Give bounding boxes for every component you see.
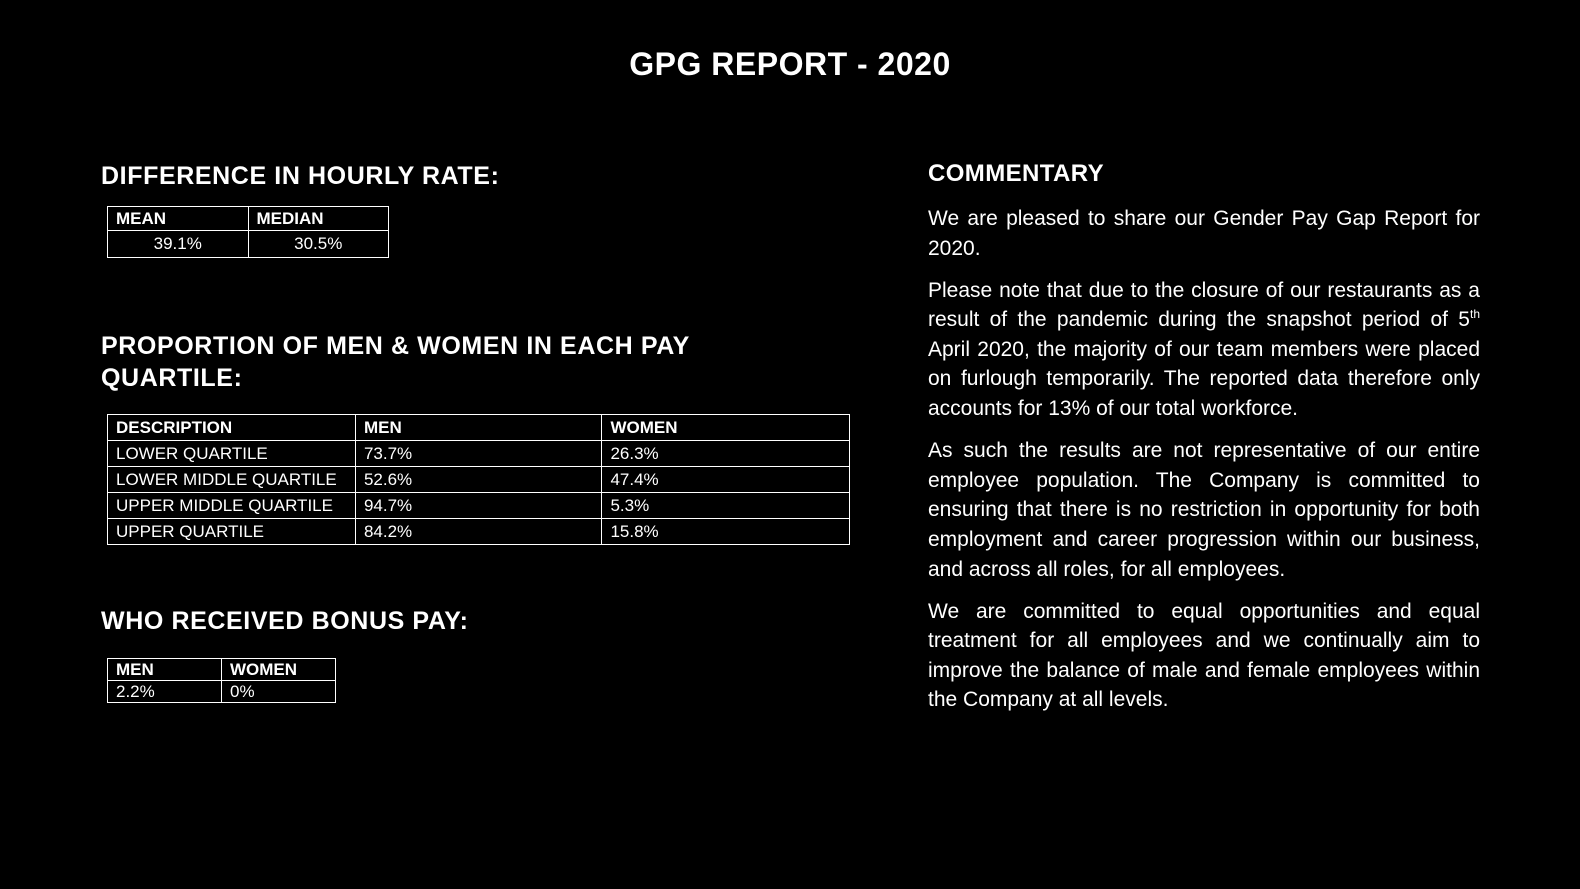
commentary-text: Please note that due to the closure of our restaurants as a result of the pandemic during the snapshot period of 5 <box>928 278 1480 332</box>
header-mean: MEAN <box>108 207 249 231</box>
table-row <box>108 493 850 519</box>
mean-value: 39.1% <box>108 231 249 258</box>
row-men: 94.7% <box>355 493 601 519</box>
header-women: WOMEN <box>602 415 850 441</box>
row-description: LOWER QUARTILE <box>108 441 356 467</box>
row-women: 5.3% <box>602 493 850 519</box>
header-median: MEDIAN <box>248 207 389 231</box>
row-women: 15.8% <box>602 519 850 545</box>
commentary-paragraph <box>928 276 1480 424</box>
ordinal-suffix: th <box>1469 307 1480 322</box>
table-row <box>108 441 850 467</box>
commentary-paragraph: We are committed to equal opportunities and equal treatment for all employees and we continually aim to improve the balance of male and female employees within the Company at all levels. <box>928 599 1480 712</box>
table-row <box>108 681 336 703</box>
hourly-rate-heading: DIFFERENCE IN HOURLY RATE: <box>101 162 500 190</box>
table-header-row <box>108 415 850 441</box>
row-men: 73.7% <box>355 441 601 467</box>
quartile-table <box>107 414 850 545</box>
commentary-paragraph: As such the results are not representative of our entire employee population. The Company is committed to ensuring that there is no restriction in opportunity for both employment and career progression within our business, and across all roles, for all employees. <box>928 439 1480 581</box>
page-title: GPG REPORT - 2020 <box>629 46 951 82</box>
median-value: 30.5% <box>248 231 389 258</box>
header-description: DESCRIPTION <box>108 415 356 441</box>
bonus-table <box>107 658 336 703</box>
bonus-men-value: 2.2% <box>108 681 222 703</box>
bonus-women-value: 0% <box>222 681 336 703</box>
table-row <box>108 467 850 493</box>
row-men: 84.2% <box>355 519 601 545</box>
commentary-text: April 2020, the majority of our team members were placed on furlough temporarily. The reported data therefore only accounts for 13% of our total workforce. <box>928 337 1480 421</box>
hourly-rate-table <box>107 206 389 258</box>
commentary-heading: COMMENTARY <box>928 160 1104 187</box>
quartile-heading: PROPORTION OF MEN & WOMEN IN EACH PAY QUARTILE: <box>101 332 690 392</box>
commentary-paragraph: We are pleased to share our Gender Pay Gap Report for 2020. <box>928 207 1480 260</box>
row-description: UPPER QUARTILE <box>108 519 356 545</box>
table-header-row <box>108 659 336 681</box>
row-description: UPPER MIDDLE QUARTILE <box>108 493 356 519</box>
commentary-body <box>928 204 1480 728</box>
bonus-heading: WHO RECEIVED BONUS PAY: <box>101 607 469 635</box>
header-men: MEN <box>108 659 222 681</box>
table-row <box>108 519 850 545</box>
table-row <box>108 231 389 258</box>
header-women: WOMEN <box>222 659 336 681</box>
row-women: 26.3% <box>602 441 850 467</box>
header-men: MEN <box>355 415 601 441</box>
row-women: 47.4% <box>602 467 850 493</box>
row-description: LOWER MIDDLE QUARTILE <box>108 467 356 493</box>
row-men: 52.6% <box>355 467 601 493</box>
table-header-row <box>108 207 389 231</box>
